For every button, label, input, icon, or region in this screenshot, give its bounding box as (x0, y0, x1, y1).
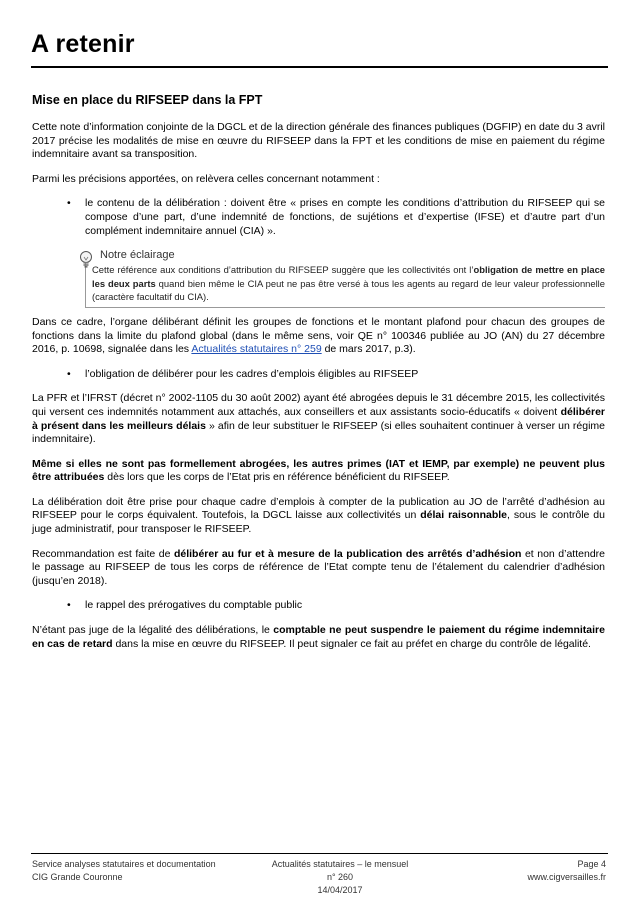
paragraph-emphasis: délai raisonnable (420, 509, 508, 522)
footer-left (32, 858, 216, 884)
precisions-intro: Parmi les précisions apportées, on relèvera celles concernant notamment : (32, 172, 380, 185)
actualites-link[interactable]: Actualités statutaires n° 259 (191, 343, 322, 356)
note-box (82, 249, 605, 308)
paragraph-text: , sous le contrôle du juge administratif, pour transposer le RIFSEEP. (32, 509, 605, 536)
paragraph-text: de mars 2017, p.3). (321, 343, 416, 356)
body-paragraph (32, 392, 605, 446)
footer-organization: CIG Grande Couronne (32, 872, 123, 882)
body-paragraph (32, 624, 605, 651)
paragraph-text: Recommandation est faite de (32, 547, 174, 560)
paragraph-text: et non d’attendre le passage au RIFSEEP de tous les corps de référence de l’Etat compte tenu de l’étalement du calendrier d’adhésion (jusqu’en 2018). (32, 547, 605, 587)
list-item (32, 197, 605, 238)
title-divider (31, 66, 608, 68)
note-title: Notre éclairage (100, 249, 175, 262)
footer-service: Service analyses statutaires et documentation (32, 859, 216, 869)
bullet-text: l’obligation de délibérer pour les cadres d’emplois éligibles au RIFSEEP (85, 367, 419, 380)
paragraph-text: La PFR et l’IFRST (décret n° 2002-1105 du 30 août 2002) ayant été abrogées depuis le 31 décembre 2015, les collectivités qui versent ces indemnités notamment aux attachés, aux conseillers et aux assistants socio-éducatifs « doivent (32, 392, 605, 418)
page-number: Page 4 (577, 859, 606, 869)
section-heading: Mise en place du RIFSEEP dans la FPT (32, 93, 263, 107)
list-item (32, 368, 605, 382)
paragraph-emphasis: Même si elles ne sont pas formellement abrogées, les autres primes (IAT et IEMP, par exemple) ne peuvent plus être attribuées (32, 457, 605, 484)
paragraph-text: dès lors que les corps de l’Etat pris en référence bénéficient du RIFSEEP. (104, 471, 450, 484)
paragraph-text: La délibération doit être prise pour chaque cadre d’emplois à compter de la publication au JO de l’arrêté d’adhésion au RIFSEEP pour le corps équivalent. Toutefois, la DGCL laisse aux collectivités un (32, 495, 605, 522)
footer-website[interactable]: www.cigversailles.fr (527, 872, 606, 882)
footer-publication: Actualités statutaires – le mensuel n° 260 (271, 859, 409, 882)
note-text: quand bien même le CIA peut ne pas être versé à tous les agents au regard de leur valeur professionnelle (caractère facultatif du CIA). (92, 277, 605, 303)
bullet-dot: • (67, 197, 71, 210)
body-paragraph (32, 548, 605, 589)
body-paragraph (32, 316, 605, 357)
body-paragraph (32, 496, 605, 537)
paragraph-text: Dans ce cadre, l’organe délibérant définit les groupes de fonctions et le montant plafond pour chacun des groupes de fonctions dans la limite du plafond global (dans le même sens, voir QE n° 100346 publiée au JO (AN) du 27 décembre 2016, p. 10698, signalée dans les (32, 315, 605, 356)
list-item (32, 599, 605, 613)
main-content (32, 93, 605, 662)
note-emphasis: obligation de mettre en place les deux parts (92, 264, 605, 289)
paragraph-emphasis: comptable ne peut suspendre le paiement du régime indemnitaire en cas de retard (32, 624, 605, 650)
intro-paragraph: Cette note d’information conjointe de la DGCL et de la direction générale des finances publiques (DGFIP) en date du 3 avril 2017 précise les modalités de mise en œuvre du RIFSEEP dans la FPT et les conditions de mise en paiement du régime indemnitaire avant sa transposition. (32, 121, 605, 161)
footer-right (527, 858, 606, 884)
bullet-dot: • (67, 367, 71, 380)
note-text: Cette référence aux conditions d’attribution du RIFSEEP suggère que les collectivités ont l’ (92, 264, 474, 276)
footer-center (270, 858, 410, 897)
paragraph-text: N’étant pas juge de la légalité des délibérations, le (32, 624, 274, 637)
bullet-text: le rappel des prérogatives du comptable public (85, 599, 303, 612)
footer-date: 14/04/2017 (317, 885, 363, 895)
paragraph-text: dans la mise en œuvre du RIFSEEP. Il peut signaler ce fait au préfet en charge du contrôle de légalité. (112, 637, 591, 650)
lightbulb-icon (78, 250, 94, 268)
paragraph-emphasis: délibérer au fur et à mesure de la publication des arrêtés d’adhésion (173, 547, 522, 560)
note-body (85, 263, 605, 308)
page-title: A retenir (31, 30, 135, 58)
body-paragraph (32, 458, 605, 485)
bullet-text: le contenu de la délibération : doivent être « prises en compte les conditions d’attribution du RIFSEEP qui se compose d’une part, d’une indemnité de fonctions, de sujétions et d’expertise (IFSE) et d’autre part d’un complément indemnitaire annuel (CIA) ». (85, 197, 605, 237)
paragraph-emphasis: délibérer à présent dans les meilleurs délais (32, 405, 605, 432)
bullet-dot: • (67, 599, 71, 612)
paragraph-text: » afin de leur substituer le RIFSEEP (si elles souhaitent continuer à verser un régime indemnitaire). (32, 419, 605, 446)
footer-divider (31, 853, 608, 854)
